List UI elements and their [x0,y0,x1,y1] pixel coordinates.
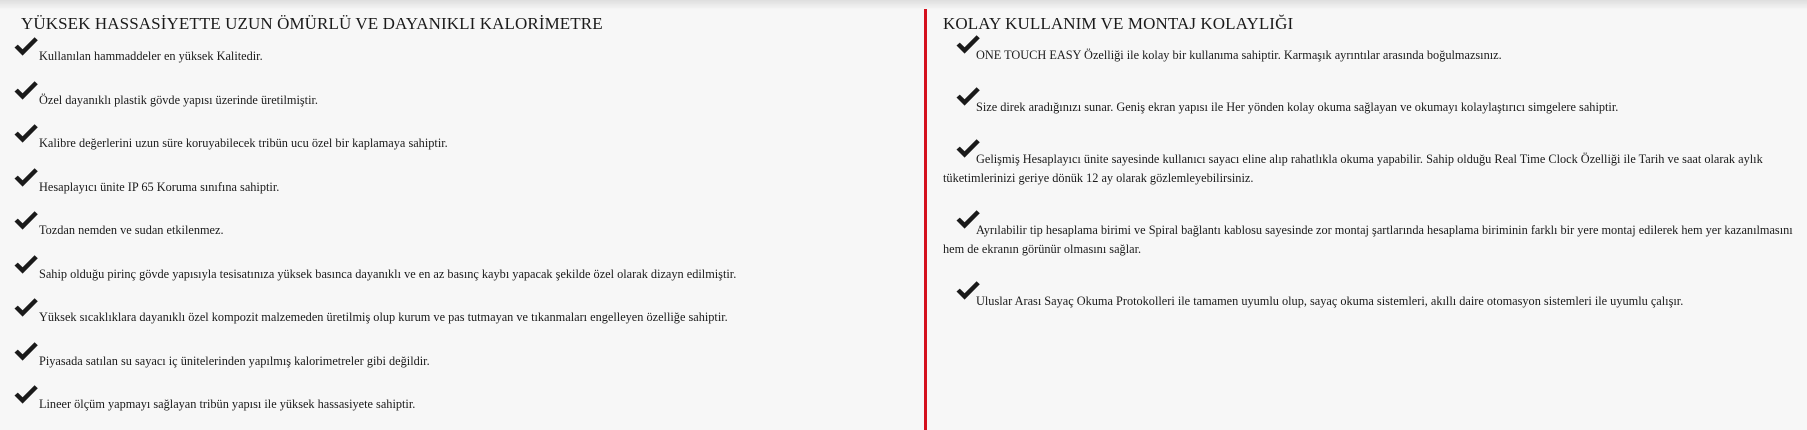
checkmark-icon [13,123,39,145]
list-item [10,341,924,385]
list-item-text: Hesaplayıcı ünite IP 65 Koruma sınıfına sahiptir. [39,179,280,194]
list-item-text: Lineer ölçüm yapmayı sağlayan tribün yapısı ile yüksek hassasiyete sahiptir. [39,397,416,411]
checkmark-icon [13,36,39,58]
durability-heading: YÜKSEK HASSASİYETTE UZUN ÖMÜRLÜ VE DAYANIKLI KALORİMETRE [21,14,603,33]
list-item-text: Tozdan nemden ve sudan etkilenmez. [39,223,224,237]
checkmark-icon [955,280,981,302]
list-item [10,210,924,254]
list-item-text: Gelişmiş Hesaplayıcı ünite sayesinde kullanıcı sayacı eline alıp rahatlıkla okuma yapabilir. Sahip olduğu Real Time Clock Özelliği ile Tarih ve saat olarak aylık tüketimlerinizi geriye dönük 12 ay olarak gözlemleyebilirsiniz. [943,152,1763,185]
list-item [943,282,1807,311]
checkmark-icon [955,34,981,56]
list-item [943,36,1807,65]
list-item [10,297,924,341]
list-item-text: Kalibre değerlerini uzun süre koruyabilecek tribün ucu özel bir kaplamaya sahiptir. [39,136,448,150]
list-item-text: Ayrılabilir tip hesaplama birimi ve Spiral bağlantı kablosu sayesinde zor montaj şartlarında hesaplama biriminin farklı bir yere montaj edilerek hem yer kazanılmasını hem de ekranın görünür olmasını sağlar. [943,223,1793,256]
checkmark-icon [955,138,981,160]
list-item-text: Piyasada satılan su sayacı iç ünitelerinden yapılmış kalorimetreler gibi değildir. [39,353,430,368]
ease-of-use-list [943,36,1807,311]
durability-list [10,36,924,428]
list-item [943,211,1807,259]
list-item [10,254,924,298]
list-item [10,384,924,428]
list-item-text: Size direk aradığınızı sunar. Geniş ekran yapısı ile Her yönden kolay okuma sağlayan ve okumayı kolaylaştırıcı simgelere sahiptir. [976,100,1619,114]
ease-of-use-column [927,0,1807,430]
checkmark-icon [13,167,39,189]
checkmark-icon [13,297,39,319]
list-item-text: Uluslar Arası Sayaç Okuma Protokolleri ile tamamen uyumlu olup, sayaç okuma sistemleri, akıllı daire otomasyon sistemleri ile uyumlu çalışır. [976,294,1684,308]
list-item [10,123,924,167]
list-item-text: Kullanılan hammaddeler en yüksek Kalitedir. [39,49,263,63]
list-item [10,36,924,80]
list-item-text: ONE TOUCH EASY Özelliği ile kolay bir kullanıma sahiptir. Karmaşık ayrıntılar arasında boğulmazsınız. [976,48,1502,62]
checkmark-icon [955,209,981,231]
list-item-text: Özel dayanıklı plastik gövde yapısı üzerinde üretilmiştir. [39,92,319,107]
list-item [10,167,924,211]
checkmark-icon [13,254,39,276]
list-item [943,88,1807,117]
list-item-text: Yüksek sıcaklıklara dayanıklı özel kompozit malzemeden üretilmiş olup kurum ve pas tutmayan ve tıkanmaları engelleyen özelliğe sahiptir. [39,310,728,324]
checkmark-icon [955,86,981,108]
list-item [10,80,924,124]
checkmark-icon [13,341,39,363]
checkmark-icon [13,384,39,406]
ease-of-use-heading: KOLAY KULLANIM VE MONTAJ KOLAYLIĞI [943,14,1294,33]
checkmark-icon [13,210,39,232]
list-item [943,140,1807,188]
checkmark-icon [13,80,39,102]
list-item-text: Sahip olduğu pirinç gövde yapısıyla tesisatınıza yüksek basınca dayanıklı ve en az basınç kaybı yapacak şekilde özel olarak dizayn edilmiştir. [39,266,737,281]
